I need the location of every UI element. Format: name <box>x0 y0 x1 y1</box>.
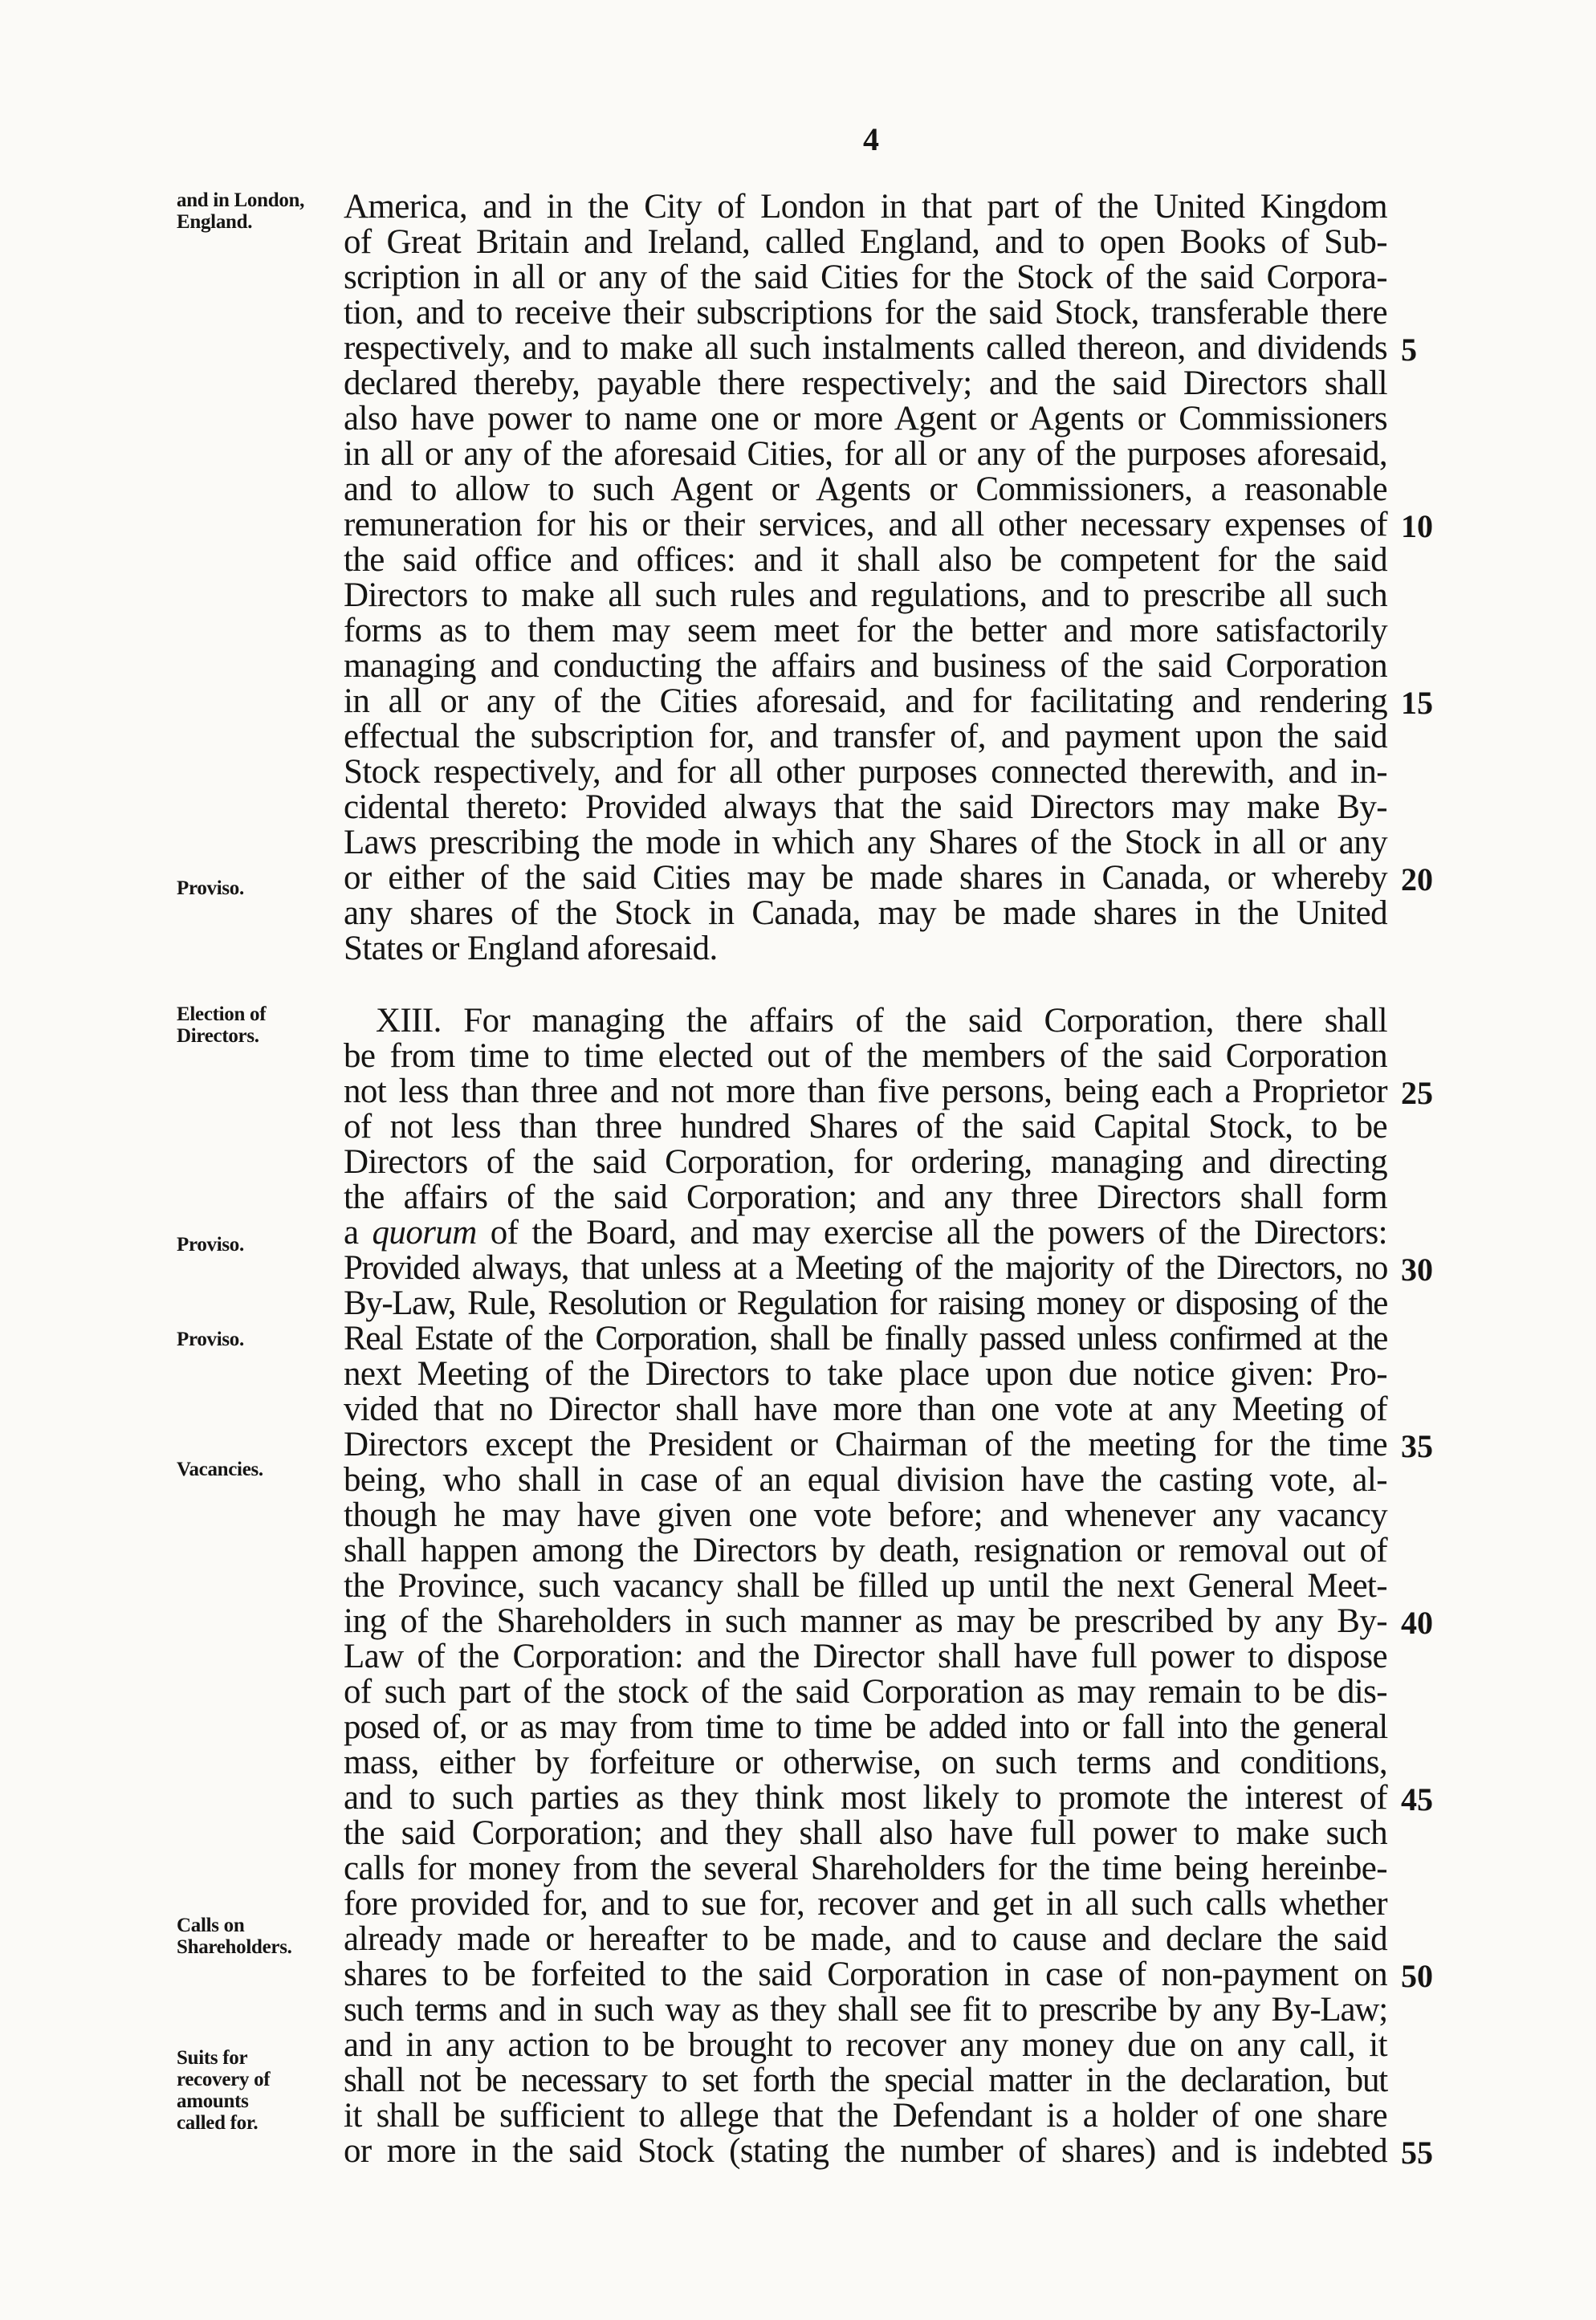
text-line: or either of the said Cities may be made shares in Canada, or whereby <box>344 859 1387 897</box>
text-line: shares to be forfeited to the said Corporation in case of non-payment on <box>344 1956 1387 1993</box>
text-line: Directors of the said Corporation, for ordering, managing and directing <box>344 1143 1387 1181</box>
text-line: any shares of the Stock in Canada, may be made shares in the United <box>344 894 1387 932</box>
line-number: 25 <box>1401 1075 1433 1111</box>
line-number: 50 <box>1401 1958 1433 1994</box>
text-line: ing of the Shareholders in such manner as may be prescribed by any By- <box>344 1602 1387 1640</box>
margin-note-london: and in London, England. <box>177 189 305 233</box>
text-line: declared thereby, payable there respectively; and the said Directors shall <box>344 364 1387 402</box>
text-line: cidental thereto: Provided always that the said Directors may make By- <box>344 788 1387 826</box>
text-line: calls for money from the several Shareholders for the time being hereinbe- <box>344 1850 1387 1887</box>
text-line: Directors to make all such rules and regulations, and to prescribe all such <box>344 576 1387 614</box>
text-line: be from time to time elected out of the members of the said Corporation <box>344 1037 1387 1075</box>
text-line: effectual the subscription for, and transfer of, and payment upon the said <box>344 718 1387 755</box>
text-line: the said office and offices: and it shall also be competent for the said <box>344 541 1387 579</box>
line-number: 55 <box>1401 2135 1433 2171</box>
line-number: 15 <box>1401 685 1433 721</box>
text-line: being, who shall in case of an equal division have the casting vote, al- <box>344 1461 1387 1499</box>
text-line: also have power to name one or more Agent or Agents or Commissioners <box>344 400 1387 438</box>
text-line: fore provided for, and to sue for, recover and get in all such calls whether <box>344 1885 1387 1923</box>
page-number: 4 <box>863 121 879 157</box>
margin-note-suits: Suits for recovery of amounts called for. <box>177 2047 271 2134</box>
text-line: of Great Britain and Ireland, called England, and to open Books of Sub- <box>344 223 1387 261</box>
margin-note-proviso-1: Proviso. <box>177 877 244 899</box>
text-line: the said Corporation; and they shall also have full power to make such <box>344 1814 1387 1852</box>
line-number: 40 <box>1401 1605 1433 1641</box>
text-line: XIII. For managing the affairs of the said Corporation, there shall <box>376 1002 1387 1040</box>
italic-word: quorum <box>372 1214 477 1252</box>
margin-note-calls: Calls on Shareholders. <box>177 1915 292 1958</box>
text-line: in all or any of the aforesaid Cities, for all or any of the purposes aforesaid, <box>344 435 1387 473</box>
text-line: and to such parties as they think most likely to promote the interest of <box>344 1779 1387 1817</box>
text-line: posed of, or as may from time to time be added into or fall into the general <box>344 1708 1387 1746</box>
text-line: Provided always, that unless at a Meeting of the majority of the Directors, no <box>344 1249 1387 1287</box>
margin-note-vacancies: Vacancies. <box>177 1459 263 1480</box>
text-line: managing and conducting the affairs and business of the said Corporation <box>344 647 1387 685</box>
text-line: Directors except the President or Chairman of the meeting for the time <box>344 1426 1387 1463</box>
text-line: already made or hereafter to be made, and to cause and declare the said <box>344 1920 1387 1958</box>
text-line: it shall be sufficient to allege that the Defendant is a holder of one share <box>344 2097 1387 2135</box>
text-line: though he may have given one vote before; and whenever any vacancy <box>344 1496 1387 1534</box>
text-line: scription in all or any of the said Cities for the Stock of the said Corpora- <box>344 258 1387 296</box>
text-line: respectively, and to make all such instalments called thereon, and dividends <box>344 329 1387 367</box>
text-line: remuneration for his or their services, and all other necessary expenses of <box>344 506 1387 543</box>
line-number: 35 <box>1401 1428 1433 1464</box>
text-line: next Meeting of the Directors to take place upon due notice given: Pro- <box>344 1355 1387 1393</box>
line-number: 30 <box>1401 1252 1433 1288</box>
text-line: and in any action to be brought to recover any money due on any call, it <box>344 2026 1387 2064</box>
text-line: Laws prescribing the mode in which any Shares of the Stock in all or any <box>344 824 1387 861</box>
text-line: Law of the Corporation: and the Director shall have full power to dispose <box>344 1638 1387 1675</box>
text-line: vided that no Director shall have more than one vote at any Meeting of <box>344 1390 1387 1428</box>
line-number: 45 <box>1401 1781 1433 1817</box>
text-line: shall not be necessary to set forth the special matter in the declaration, but <box>344 2062 1387 2099</box>
margin-note-proviso-3: Proviso. <box>177 1329 244 1350</box>
text-line: tion, and to receive their subscriptions for the said Stock, transferable there <box>344 294 1387 332</box>
text-line: such terms and in such way as they shall see fit to prescribe by any By-Law; <box>344 1991 1387 2029</box>
margin-note-proviso-2: Proviso. <box>177 1234 244 1256</box>
line-number: 20 <box>1401 861 1433 897</box>
line-number: 5 <box>1401 332 1417 368</box>
text-line: Stock respectively, and for all other purposes connected therewith, and in- <box>344 753 1387 791</box>
text-line: shall happen among the Directors by death, resignation or removal out of <box>344 1532 1387 1569</box>
text-line: mass, either by forfeiture or otherwise, on such terms and conditions, <box>344 1744 1387 1781</box>
text-line: the affairs of the said Corporation; and any three Directors shall form <box>344 1178 1387 1216</box>
text-line: and to allow to such Agent or Agents or Commissioners, a reasonable <box>344 470 1387 508</box>
text-line: America, and in the City of London in that part of the United Kingdom <box>344 188 1387 226</box>
text-line: a quorum of the Board, and may exercise all the powers of the Directors: <box>344 1214 1387 1252</box>
text-line: of not less than three hundred Shares of the said Capital Stock, to be <box>344 1108 1387 1146</box>
line-number: 10 <box>1401 508 1433 544</box>
text-line: By-Law, Rule, Resolution or Regulation for raising money or disposing of the <box>344 1284 1387 1322</box>
text-line: not less than three and not more than five persons, being each a Proprietor <box>344 1072 1387 1110</box>
text-line: Real Estate of the Corporation, shall be finally passed unless confirmed at the <box>344 1320 1387 1357</box>
text-line: the Province, such vacancy shall be filled up until the next General Meet- <box>344 1567 1387 1605</box>
text-line: of such part of the stock of the said Corporation as may remain to be dis- <box>344 1673 1387 1711</box>
text-line: States or England aforesaid. <box>344 930 718 967</box>
margin-note-election: Election of Directors. <box>177 1003 267 1047</box>
text-line: in all or any of the Cities aforesaid, and for facilitating and rendering <box>344 682 1387 720</box>
text-line: or more in the said Stock (stating the number of shares) and is indebted <box>344 2132 1387 2170</box>
text-line: forms as to them may seem meet for the better and more satisfactorily <box>344 612 1387 649</box>
